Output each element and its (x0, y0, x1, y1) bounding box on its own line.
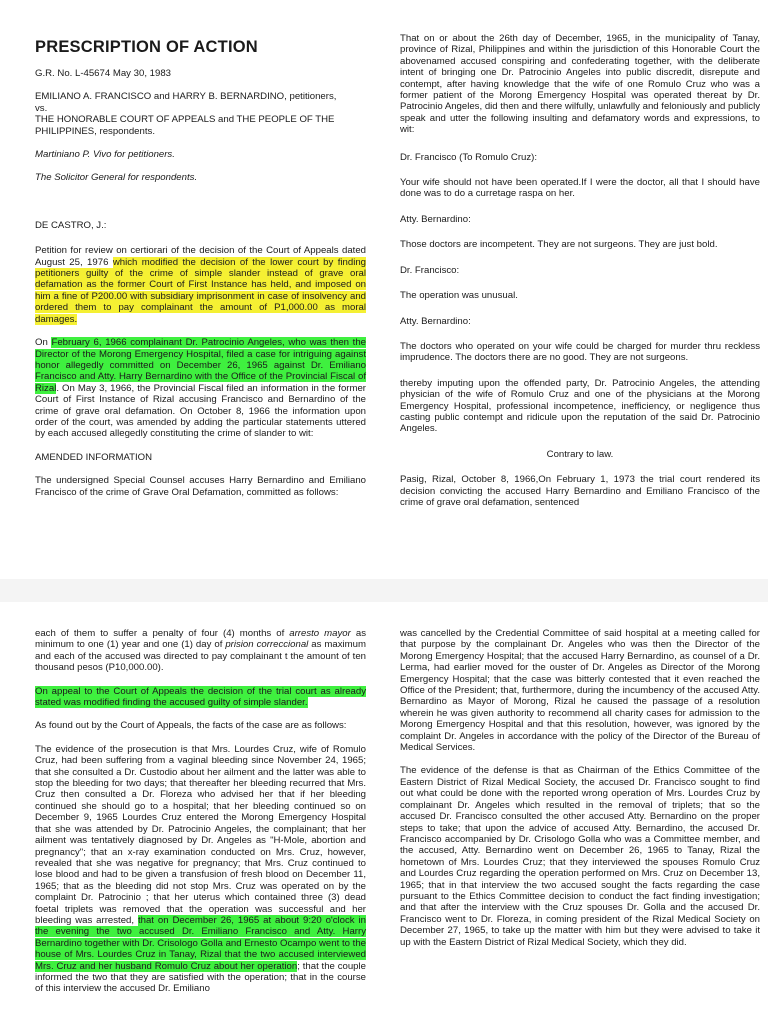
paragraph (35, 744, 366, 995)
contrary-to-law: Contrary to law. (546, 448, 614, 460)
paragraph: thereby imputing upon the offended party, Dr. Patrocinio Angeles, the attending physician of the wife of Romulo Cruz and one of the physicians at the Morong Emergency Hospital, professional incompetence, inefficiency, or negligence thus casting public contempt and ridicule upon the reputation of the said Dr. Patrocinio Angeles. (400, 377, 760, 435)
speaker-label: Dr. Francisco: (400, 264, 460, 276)
text-run: each of them to suffer a penalty of four (4) months of (35, 628, 290, 639)
highlight-yellow: which modified the decision of the lower court by finding petitioners guilty of the crime of simple slander instead of grave oral defamation as the former Court of First Instance has held, and imposed on him a fine of P200.00 with subsidiary imprisonment in case of insolvency and ordered them to pay complainant the amount of P1,000.00 as moral damages. (35, 256, 367, 325)
speaker-label: Atty. Bernardino: (400, 315, 471, 327)
paragraph: Pasig, Rizal, October 8, 1966,On February 1, 1973 the trial court rendered its decision convicting the accused Harry Bernardino and Emiliano Francisco of the crime of grave oral defamation, sentenced (400, 474, 760, 508)
paragraph: That on or about the 26th day of December, 1965, in the municipality of Tanay, province of Rizal, Philippines and within the jurisdiction of this Honorable Court the abovenamed accused conspiring and confederating together, with the deliberate intent of bringing one Dr. Patrocinio Angeles into public discredit, disrepute and contempt, after having knowledge that the wife of one Romulo Cruz who was a former patient of the Morong Emergency Hospital was operated thereat by Dr. Patrocinio Angeles, did then and there wilfully, unlawfully and feloniously and publicly speak and utter the following insulting and defamatory words and expressions, to wit: (400, 33, 760, 136)
case-number: G.R. No. L-45674 May 30, 1983 (35, 68, 171, 79)
paragraph: As found out by the Court of Appeals, the facts of the case are as follows: (35, 720, 347, 732)
counsel-respondents: The Solicitor General for respondents. (35, 172, 198, 184)
page2-right-column (400, 628, 760, 960)
text-run: Petition for review on certiorari of the decision of the Court of Appeals dated August 25, 1976 (35, 245, 366, 268)
speaker-label: Atty. Bernardino: (400, 213, 471, 225)
text-run: ; that the couple informed the two that they are satisfied with the operation; that in the course of this interview the accused Dr. Emiliano (35, 960, 366, 995)
page1-left-column (35, 33, 366, 510)
page-separator (0, 579, 768, 602)
document-page-2 (0, 602, 768, 1024)
text-run: as minimum to one (1) year and one (1) day of (35, 628, 366, 651)
page2-left-column (35, 628, 366, 1007)
petitioners: EMILIANO A. FRANCISCO and HARRY B. BERNARDINO, petitioners, (35, 91, 337, 103)
respondents: THE HONORABLE COURT OF APPEALS and THE PEOPLE OF THE PHILIPPINES, respondents. (35, 114, 335, 137)
quote: The doctors who operated on your wife could be charged for murder thru reckless imprudence. The doctors there are no good. They are not surgeons. (400, 340, 760, 364)
highlight-green: On appeal to the Court of Appeals the decision of the trial court as already stated was modified finding the accused guilty of simple slander. (35, 685, 366, 709)
quote: The operation was unusual. (400, 290, 518, 302)
paragraph: The evidence of the defense is that as Chairman of the Ethics Committee of the Eastern District of Rizal Medical Society, the accused Dr. Francisco sought to find out what could be done with the reported wrong operation of Mrs. Lourdes Cruz by complainant Dr. Angeles which resulted in the removal of triplets; that so the accused Dr. Francisco consulted the other accused Atty. Bernardino on the proper steps to take; that upon the advice of accused Atty. Bernardino, the accused Dr. Francisco accompanied by Dr. Crisologo Golla who was a Committee member, and the accused, Atty. Bernardino went on December 26, 1965 to Tanay, Rizal the hometown of Mrs. Lourdes Cruz; that they interviewed the spouses Romulo Cruz and Lourdes Cruz regarding the operation performed on Mrs. Cruz on December 13, 1965; that in that interview the two accused sought the facts regarding the case pursuant to the Ethics Committee decision to conduct the fact finding investigation; and that after the interview with the Cruz spouses Dr. Golla and the accused Dr. Francisco went to Dr. Floreza, in coming president of the Rizal Medical Society on December 27, 1965, to take up the matter with him but they were advised to take it up with the Eastern District of Rizal Medical Society, which they did. (400, 765, 760, 948)
text-run: On (35, 337, 52, 349)
text-run: . On May 3, 1966, the Provincial Fiscal filed an information in the former Court of First Instance of Rizal accusing Francisco and Bernardino of the crime of grave oral defamation. On October 8, 1966 the information upon order of the court, was amended by adding the particular statements uttered by each accused allegedly constituting the crime of slander to wit: (35, 382, 366, 440)
quote: Your wife should not have been operated.If I were the doctor, all that I should have done was to do a curretage raspa on her. (400, 177, 760, 200)
counsel-petitioners: Martiniano P. Vivo for petitioners. (35, 149, 175, 161)
ponente: DE CASTRO, J.: (35, 219, 107, 231)
paragraph (35, 337, 366, 440)
text-run: The evidence of the prosecution is that Mrs. Lourdes Cruz, wife of Romulo Cruz, had been suffering from a vaginal bleeding since November 24, 1965; that she consulted a Dr. Custodio about her ailment and the latter was able to stop the bleeding for two days; that thereafter her bleeding recurred that Mrs. Cruz then consulted a Dr. Floreza who advised her that if her bleeding continued she should go to a hospital; that her bleeding continued so on December 9, 1965 Lourdes Cruz entered the Morong Emergency Hospital that she was attended by Dr. Patrocinio Angeles, the complainant; that her ailment was tentatively diagnosed by Dr. Angeles as "H-Mole, abortion and pregnancy"; that an x-ray examination conducted on Mrs. Cruz, however, revealed that she was negative for pregnancy; that Mrs. Cruz continued to lose blood and had to be given a transfusion of fresh blood on December 11, 1965; that as the bleeding did not stop Mrs. Cruz was operated on by the complaint Dr. Patrocinio ; that her uterus which contained three (3) dead foetal triplets was removed that the operation was successful and her bleeding was arrested, (35, 743, 366, 926)
page1-right-column (400, 33, 760, 520)
document-title: PRESCRIPTION OF ACTION (35, 38, 258, 56)
paragraph (35, 245, 366, 325)
section-heading: AMENDED INFORMATION (35, 451, 153, 463)
paragraph (35, 686, 366, 709)
highlight-green: February 6, 1966 complainant Dr. Patrocinio Angeles, who was then the Director of the Morong Emergency Hospital, filed a case for intriguing against honor allegedly committed on December 26, 1965 against Dr. Emiliano Francisco and Atty. Harry Bernardino with the Office of the Provincial Fiscal of Rizal (35, 337, 366, 394)
italic-term: prision correccional (225, 639, 309, 651)
italic-term: arresto mayor (289, 628, 351, 639)
text-run: as maximum and each of the accused was directed to pay complainant t the amount of ten thousand pesos (P10,000.00). (35, 639, 366, 674)
paragraph: was cancelled by the Credential Committee of said hospital at a meeting called for that purpose by the complainant Dr. Angeles who was then the Director of the Morong Emergency Hospital; that the accused Harry Bernardino, as counsel of a Dr. Lerma, had earlier moved for the ouster of Dr. Angeles as Director of the Morong Emergency Hospital; that the case was bitterly contested that it even reached the Office of the President; that, furthermore, during the incumbency of the accused Atty. Bernardino as Mayor of Morong, Rizal he caused the passage of a resolution wherein he was given authority to recommend all charity cases for admission to the Morong Emergency Hospital and that this resolution, however, was ignored by the complaint Dr. Angeles in accordance with the policy of the Director of the Bureau of Medical Services. (400, 628, 760, 754)
paragraph (35, 628, 366, 674)
highlight-green: that on December 26, 1965 at about 9:20 o'clock in the evening the two accused Dr. Emiliano Francisco and Atty. Harry Bernardino together with Dr. Crisologo Golla and Ernesto Ocampo went to the house of Mrs. Lourdes Cruz in Tanay, Rizal that the two accused interviewed Mrs. Cruz and her husband Romulo Cruz about her operation (35, 914, 366, 972)
speaker-label: Dr. Francisco (To Romulo Cruz): (400, 151, 538, 163)
versus: vs. (35, 102, 48, 114)
case-parties (35, 91, 366, 137)
quote: Those doctors are incompetent. They are not surgeons. They are just bold. (400, 239, 718, 251)
paragraph: The undersigned Special Counsel accuses Harry Bernardino and Emiliano Francisco of the crime of Grave Oral Defamation, committed as follows: (35, 475, 366, 498)
